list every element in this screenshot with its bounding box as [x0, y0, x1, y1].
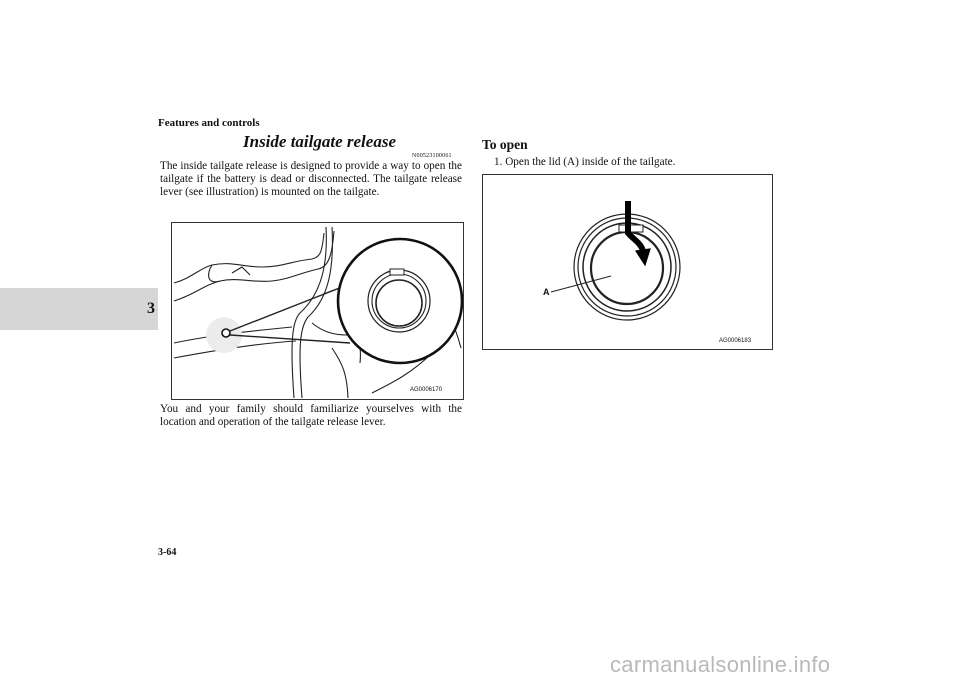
intro-paragraph: The inside tailgate release is designed to provide a way to open the tailgate if the battery is dead or disconnected. The tailgate release lever (see illustration) is mounted on the tailgate. — [160, 160, 462, 198]
callout-label-a: A — [543, 287, 550, 297]
tailgate-release-illustration — [171, 222, 464, 400]
chapter-tab — [0, 288, 158, 330]
page-number: 3-64 — [158, 547, 177, 558]
subsection-title: To open — [482, 137, 528, 152]
section-code: N00523100061 — [412, 153, 452, 159]
advice-paragraph: You and your family should familiarize yourselves with the location and operation of the tailgate release lever. — [160, 403, 462, 428]
step-1: 1. Open the lid (A) inside of the tailgate. — [494, 156, 676, 168]
tailgate-lid-illustration — [482, 174, 773, 350]
figure-code-right: AG0006183 — [719, 338, 752, 344]
running-header: Features and controls — [158, 117, 260, 129]
figure-code-left: AG0006170 — [410, 387, 443, 393]
chapter-number: 3 — [147, 300, 155, 317]
section-title: Inside tailgate release — [243, 132, 396, 151]
watermark-url: carmanualsonline.info — [610, 652, 831, 677]
